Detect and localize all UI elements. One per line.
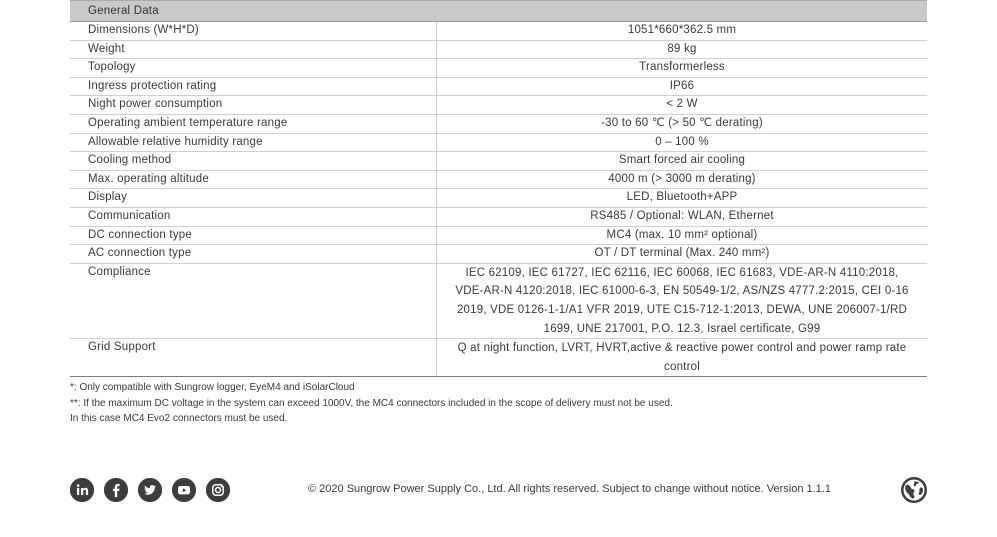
row-label: Night power consumption [70, 96, 437, 115]
table-row [70, 226, 927, 245]
row-value: RS485 / Optional: WLAN, Ethernet [437, 207, 928, 226]
footnote: *: Only compatible with Sungrow logger, EyeM4 and iSolarCloud [70, 382, 355, 393]
row-value: 4000 m (> 3000 m derating) [437, 170, 928, 189]
table-row [70, 207, 927, 226]
row-value: IP66 [437, 77, 928, 96]
table-row [70, 152, 927, 171]
instagram-icon[interactable] [206, 478, 230, 502]
linkedin-icon[interactable] [70, 478, 94, 502]
row-label: Topology [70, 59, 437, 78]
row-value: OT / DT terminal (Max. 240 mm²) [437, 245, 928, 264]
row-label: Max. operating altitude [70, 170, 437, 189]
table-row [70, 133, 927, 152]
copyright-text: © 2020 Sungrow Power Supply Co., Ltd. All rights reserved. Subject to change without notice. Version 1.1.1 [308, 483, 831, 495]
row-value: 0 – 100 % [437, 133, 928, 152]
facebook-icon[interactable] [104, 478, 128, 502]
row-label: Dimensions (W*H*D) [70, 22, 437, 41]
row-value: Smart forced air cooling [437, 152, 928, 171]
row-label: AC connection type [70, 245, 437, 264]
spec-table [70, 0, 927, 377]
table-row [70, 22, 927, 41]
row-value: Q at night function, LVRT, HVRT,active & reactive power control and power ramp rate control [437, 339, 928, 377]
table-row [70, 59, 927, 78]
footnotes [70, 380, 673, 427]
table-row [70, 170, 927, 189]
row-label: Compliance [70, 263, 437, 338]
table-row [70, 96, 927, 115]
row-label: Ingress protection rating [70, 77, 437, 96]
row-value: < 2 W [437, 96, 928, 115]
row-label: Operating ambient temperature range [70, 114, 437, 133]
row-label: Display [70, 189, 437, 208]
youtube-icon[interactable] [172, 478, 196, 502]
row-label: Communication [70, 207, 437, 226]
table-row [70, 339, 927, 377]
row-label: DC connection type [70, 226, 437, 245]
table-row [70, 263, 927, 338]
footnote: **: If the maximum DC voltage in the system can exceed 1000V, the MC4 connectors included in the scope of delivery must not be used. [70, 397, 673, 409]
row-value: MC4 (max. 10 mm² optional) [437, 226, 928, 245]
table-row [70, 189, 927, 208]
twitter-icon[interactable] [138, 478, 162, 502]
row-value: Transformerless [437, 59, 928, 78]
row-value: -30 to 60 ℃ (> 50 ℃ derating) [437, 114, 928, 133]
row-value: 89 kg [437, 40, 928, 59]
section-title: General Data [70, 1, 927, 22]
globe-icon[interactable] [900, 476, 928, 504]
row-value: LED, Bluetooth+APP [437, 189, 928, 208]
row-value: IEC 62109, IEC 61727, IEC 62116, IEC 60068, IEC 61683, VDE-AR-N 4110:2018, VDE-AR-N 4120:2018, IEC 61000-6-3, EN 50549-1/2, AS/NZS 4777.2:2015, CEI 0-16 2019, VDE 0126-1-1/A1 VFR 2019, UTE C15-712-1:2013, DEWA, UNE 206007-1/RD 1699, UNE 217001, P.O. 12.3, Israel certificate, G99 [437, 263, 928, 338]
table-row [70, 245, 927, 264]
row-label: Grid Support [70, 339, 437, 377]
table-row [70, 114, 927, 133]
row-label: Cooling method [70, 152, 437, 171]
footnote: In this case MC4 Evo2 connectors must be used. [70, 413, 288, 424]
row-label: Weight [70, 40, 437, 59]
social-links [70, 478, 230, 502]
row-value: 1051*660*362.5 mm [437, 22, 928, 41]
row-label: Allowable relative humidity range [70, 133, 437, 152]
table-row [70, 77, 927, 96]
table-row [70, 40, 927, 59]
section-header-row [70, 1, 927, 22]
